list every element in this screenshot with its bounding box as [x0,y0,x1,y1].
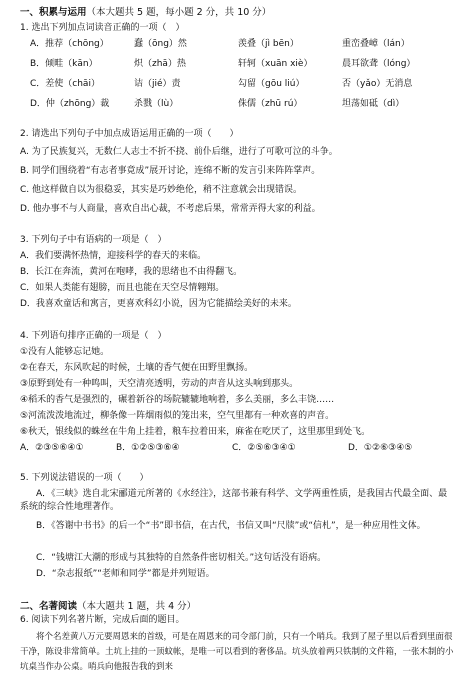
q5-option: D．“杂志报纸”“老师和同学”都是并列短语。 [36,569,215,579]
q3-option: D．我喜欢童话和寓言，更喜欢科幻小说，因为它能描绘美好的未来。 [20,299,297,309]
section-1-note: （本大题共 5 题，每小题 2 分，共 10 分） [86,7,272,18]
q1-option: 炽（zhā）热 [134,59,186,69]
q1-option: C．差使（chāi） [30,79,100,89]
question-6-stem: 6. 阅读下列名著片断，完成后面的题目。 [20,615,185,625]
q1-option: 晨耳欲聋（lóng） [342,59,416,69]
section-1-heading [20,6,271,19]
q2-option: C. 他这样做自以为很稳妥，其实是巧妙绝伦，稍不注意就会出现错误。 [20,185,303,195]
q1-option: B．倾畦（kān） [30,59,98,69]
q4-sentence: ⑥秋天，银线似的蛛丝在牛角上挂着，粮车拉着田来，麻雀在吃厌了，这里那里到处飞。 [20,427,371,437]
question-2-stem: 2. 请选出下列句子中加点成语运用正确的一项（ ） [20,129,239,139]
q2-option: D. 他办事不与人商量，喜欢自出心裁，不考虑后果，常常弄得大家的利益。 [20,204,321,214]
q3-option: A．我们要满怀热情，迎接科学的春天的来临。 [20,251,207,261]
q1-option: 否（yǎo）无消息 [342,79,413,89]
question-1-stem: 1. 选出下列加点词读音正确的一项（ ） [20,23,185,33]
q1-option: 轩轲（xuān xiè） [238,59,313,69]
question-1-options [30,38,440,111]
q5-option: B．《答谢中书书》的后一个“书”即书信，在古代，书信又叫“尺牍”或“信札”，是一种应用性文体。 [36,521,426,531]
section-2-note: （本大题共 1 题，共 4 分） [77,601,197,612]
q2-option: A. 为了民族复兴，无数仁人志士不折不挠、前仆后继，进行了可歌可泣的斗争。 [20,147,338,157]
q3-option: B．长江在奔流，黄河在咆哮，我的思绪也不由得翻飞。 [20,267,243,277]
q1-option: 羡叠（jì bēn） [238,39,299,49]
section-1-title: 一、积累与运用 [20,7,87,18]
question-4-options [20,442,448,455]
q1-option: 诘（jié）责 [134,79,181,89]
q1-option: A．推荐（chōng） [30,39,109,49]
q1-option: 勾留（gōu liú） [238,79,305,89]
question-5-stem: 5. 下列说法错误的一项（ ） [20,473,149,483]
q2-option: B. 同学们围绕着“有志者事竟成”展开讨论，连绵不断的发言引来阵阵掌声。 [20,166,321,176]
question-3-stem: 3. 下列句子中有语病的一项是（ ） [20,235,167,245]
q3-option: C．如果人类能有翅膀，而且也能在天空尽情翱翔。 [20,283,225,293]
q4-option: A．②③⑤⑥④① [20,443,84,453]
q4-sentence: ④稻禾的香气是强烈的，碾着新谷的场院辘辘地响着，多么美丽，多么丰饶…… [20,395,335,405]
q4-option: D．①②⑥③④⑤ [348,443,413,453]
section-2-title: 二、名著阅读 [20,601,78,612]
q1-option: 杀戮（lù） [134,99,179,109]
q4-sentence: ③原野到处有一种鸣叫，天空清亮透明，劳动的声音从这头响到那头。 [20,379,299,389]
q4-sentence: ①没有人能够忘记她。 [20,347,110,357]
q1-option: 侏儒（zhū rú） [238,99,303,109]
section-2-heading [20,600,196,613]
q6-passage: 将个名差黄八万元要周恩来的首级，可是在周恩来的司令部门前，只有一个哨兵。我到了屋子里以后看到里面很干净，陈设非常简单。土坑上挂的一顶蚊帐，是唯一可以看到的奢侈品。坑头放着两只铁制的文件箱，一张木制的小坑桌当作办公桌。哨兵向他报告我的到来 [20,632,454,672]
question-4-stem: 4. 下列语句排序正确的一项是（ ） [20,331,167,341]
q4-sentence: ②在春天，东风吹起的时候，土壤的香气便在田野里飘扬。 [20,363,254,373]
q1-option: 蠢（ōng）然 [134,39,187,49]
q1-option: 重峦叠嶂（lán） [342,39,410,49]
q1-option: 坦荡如砥（dì） [342,99,405,109]
q5-option: C．“钱塘江大潮的形成与其独特的自然条件密切相关。”这句话没有语病。 [36,553,327,563]
q4-option: B．①②⑤③⑥④ [116,443,180,453]
q5-option: A．《三峡》选自北宋郦道元所著的《水经注》，这部书兼有科学、文学两重性质，是我国古代最全面、最系统的综合性地理著作。 [20,489,448,512]
q1-option: D．仲（zhōng）裁 [30,99,110,109]
q4-option: C．②⑤⑥③④① [232,443,296,453]
q4-sentence: ⑤河流泼泼地流过，柳条像一阵烟雨似的笼出来，空气里都有一种欢喜的声音。 [20,411,335,421]
